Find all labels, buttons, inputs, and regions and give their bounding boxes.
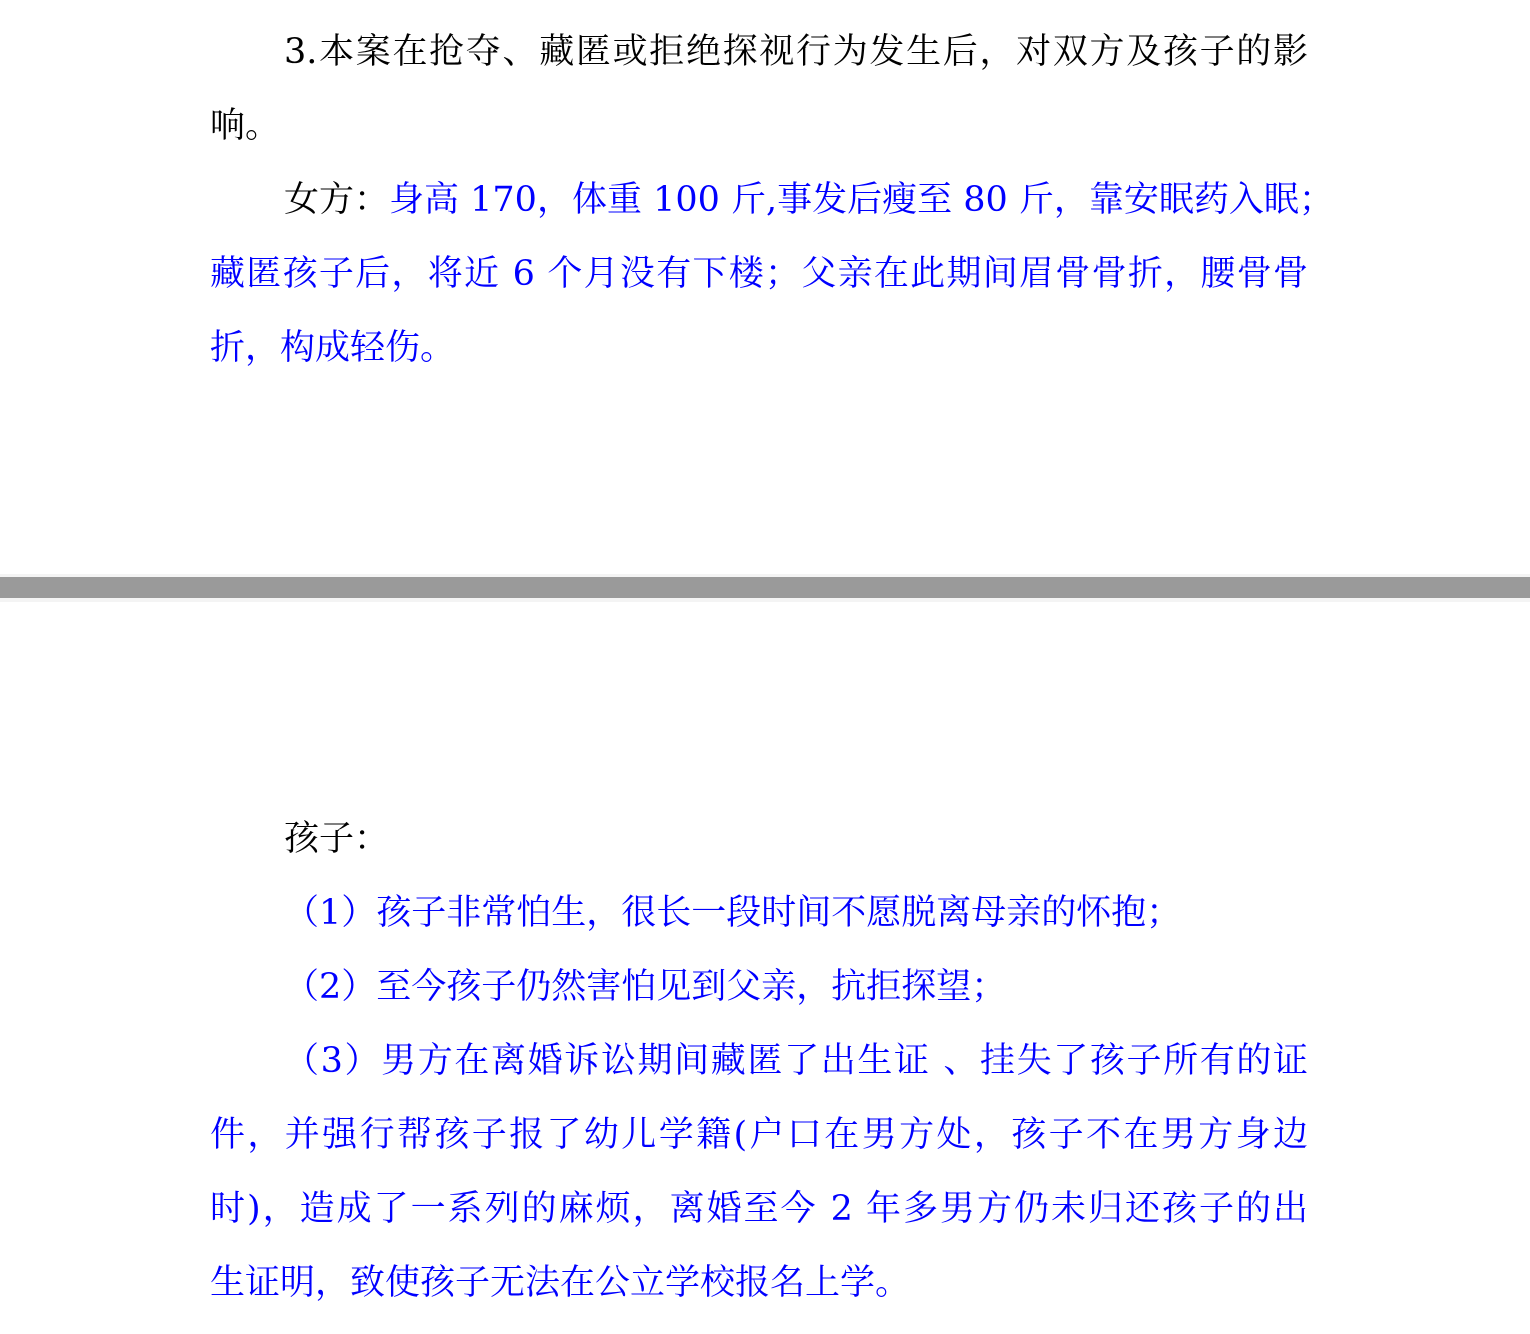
child-item-3-line-3: 时)，造成了一系列的麻烦，离婚至今 2 年多男方仍未归还孩子的出: [210, 1189, 1308, 1229]
section-heading-line-1: 3.本案在抢夺、藏匿或拒绝探视行为发生后，对双方及孩子的影: [284, 32, 1308, 72]
woman-label: 女方：: [284, 180, 390, 220]
document-page-2: [0, 602, 1530, 1334]
child-item-3-line-4: 生证明，致使孩子无法在公立学校报名上学。: [210, 1263, 911, 1303]
woman-paragraph-line-3: 折，构成轻伤。: [210, 328, 456, 368]
child-item-3-line-2: 件，并强行帮孩子报了幼儿学籍(户口在男方处，孩子不在男方身边: [210, 1115, 1308, 1155]
child-item-2: （2）至今孩子仍然害怕见到父亲，抗拒探望；: [284, 967, 1007, 1007]
woman-details: 身高 170，体重 100 斤,事发后瘦至 80 斤，靠安眠药入眠；: [389, 180, 1334, 220]
document-page-1: [0, 0, 1530, 574]
page-separator-bar: [0, 577, 1530, 598]
woman-paragraph-line-2: 藏匿孩子后，将近 6 个月没有下楼；父亲在此期间眉骨骨折，腰骨骨: [210, 254, 1308, 294]
woman-paragraph-line-1: [284, 178, 1334, 222]
child-item-3-line-1: （3）男方在离婚诉讼期间藏匿了出生证 、挂失了孩子所有的证: [284, 1041, 1308, 1081]
section-heading-line-2: 响。: [210, 106, 281, 146]
child-item-1: （1）孩子非常怕生，很长一段时间不愿脱离母亲的怀抱；: [284, 893, 1182, 933]
page-break: [0, 574, 1530, 602]
child-label: 孩子：: [284, 819, 390, 859]
